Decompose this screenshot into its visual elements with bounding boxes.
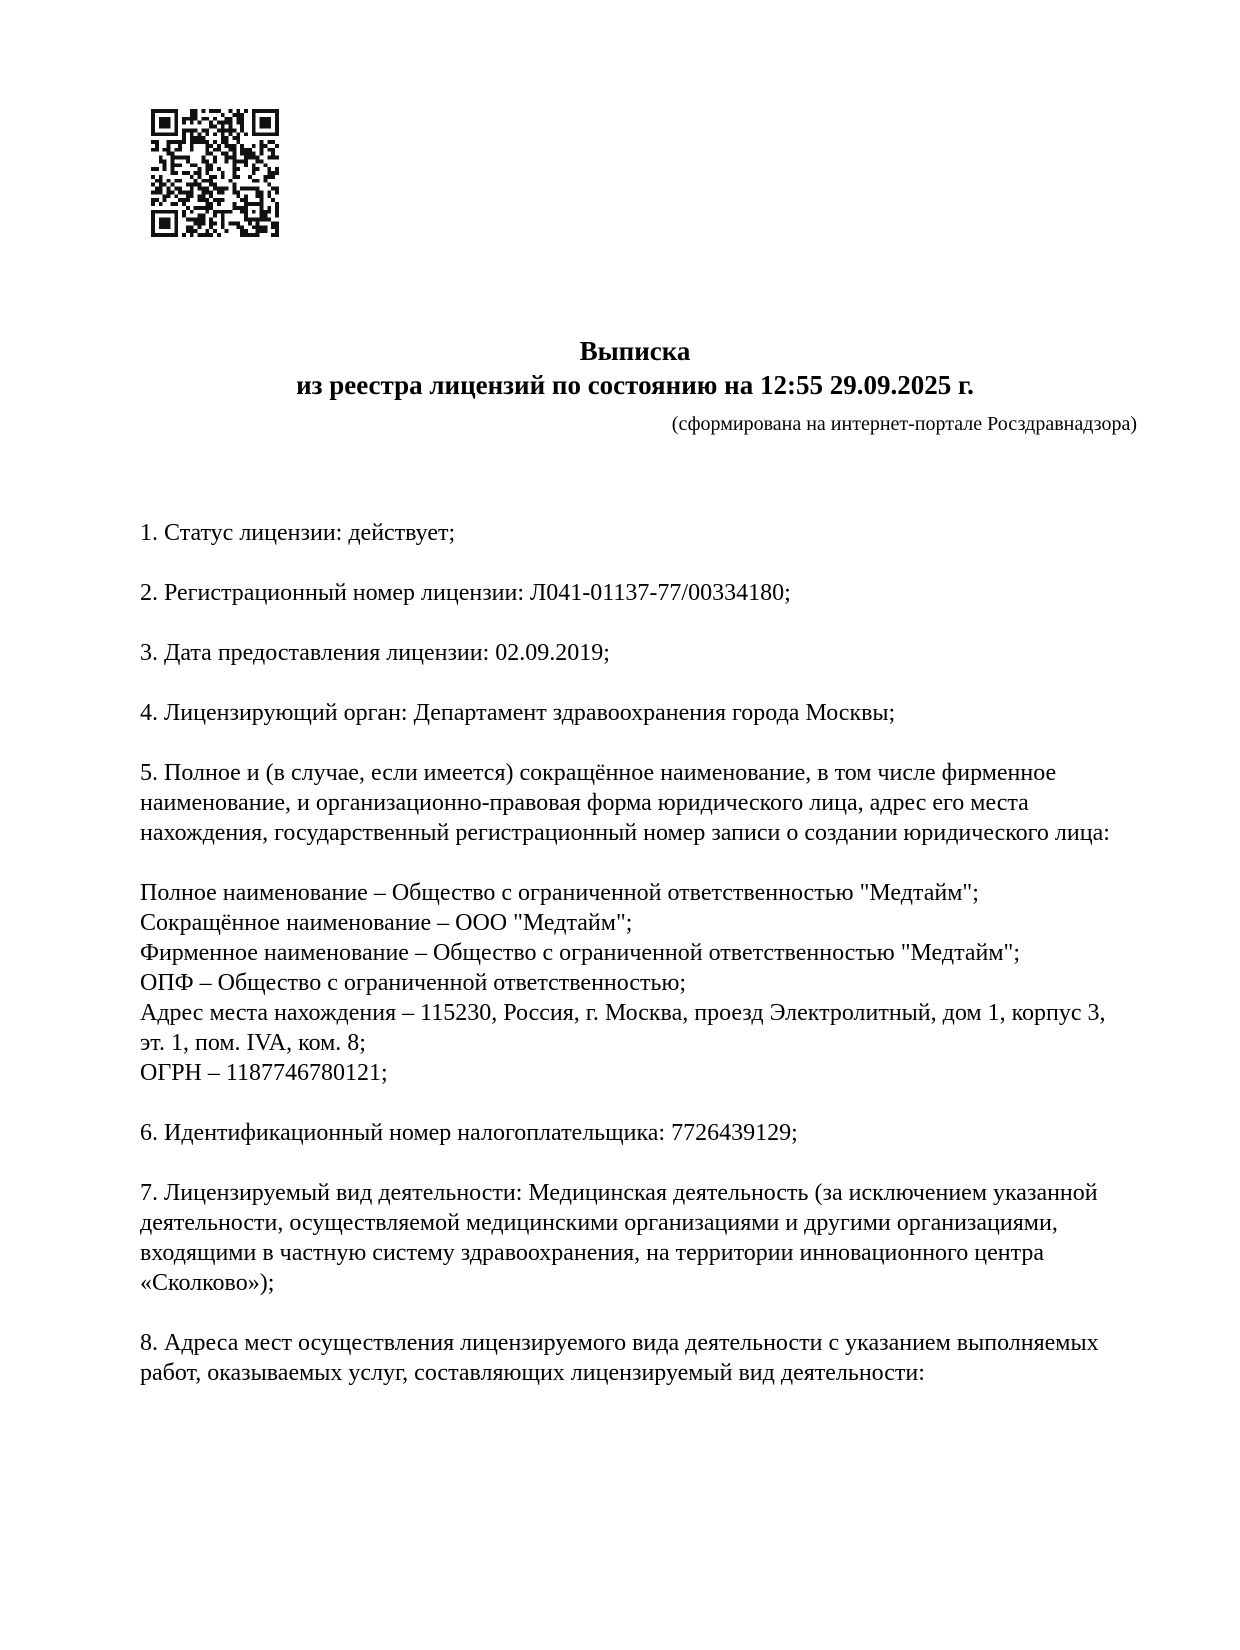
item-registration-number: 2. Регистрационный номер лицензии: Л041-01137-77/00334180;	[140, 580, 791, 606]
document-title	[140, 0, 1130, 402]
org-full-name: Полное наименование – Общество с ограниченной ответственностью "Медтайм";	[140, 880, 979, 906]
item-taxpayer-inn: 6. Идентификационный номер налогоплательщика: 7726439129;	[140, 1120, 798, 1146]
org-legal-form: ОПФ – Общество с ограниченной ответственностью;	[140, 970, 687, 996]
document-body	[140, 518, 1125, 1388]
item-grant-date: 3. Дата предоставления лицензии: 02.09.2019;	[140, 640, 610, 666]
org-address: Адрес места нахождения – 115230, Россия, г. Москва, проезд Электролитный, дом 1, корпус 3, эт. 1, пом. IVA, ком. 8;	[140, 1000, 1106, 1056]
qr-code	[151, 109, 279, 237]
title-line-1: Выписка	[579, 336, 691, 366]
document-subtitle: (сформирована на интернет-портале Росздравнадзора)	[671, 413, 1137, 435]
item-licensing-authority: 4. Лицензирующий орган: Департамент здравоохранения города Москвы;	[140, 700, 896, 726]
org-brand-name: Фирменное наименование – Общество с ограниченной ответственностью "Медтайм";	[140, 940, 1020, 966]
item-licensed-activity: 7. Лицензируемый вид деятельности: Медицинская деятельность (за исключением указанной деятельности, осуществляемой медицинскими организациями и другими организациями, входящими в частную систему здравоохранения, на территории инновационного центра «Сколково»);	[140, 1180, 1098, 1296]
item-license-status: 1. Статус лицензии: действует;	[140, 520, 456, 546]
item-org-info-intro: 5. Полное и (в случае, если имеется) сокращённое наименование, в том числе фирменное наименование, и организационно-правовая форма юридического лица, адрес его места нахождения, государственный регистрационный номер записи о создании юридического лица:	[140, 760, 1110, 846]
title-line-2: из реестра лицензий по состоянию на 12:55 29.09.2025 г.	[296, 370, 974, 400]
org-short-name: Сокращённое наименование – ООО "Медтайм";	[140, 910, 633, 936]
qr-code-image	[151, 109, 279, 237]
item-activity-addresses-intro: 8. Адреса мест осуществления лицензируемого вида деятельности с указанием выполняемых работ, оказываемых услуг, составляющих лицензируемый вид деятельности:	[140, 1330, 1099, 1386]
org-details-block	[140, 878, 1125, 1088]
org-ogrn: ОГРН – 1187746780121;	[140, 1060, 388, 1086]
